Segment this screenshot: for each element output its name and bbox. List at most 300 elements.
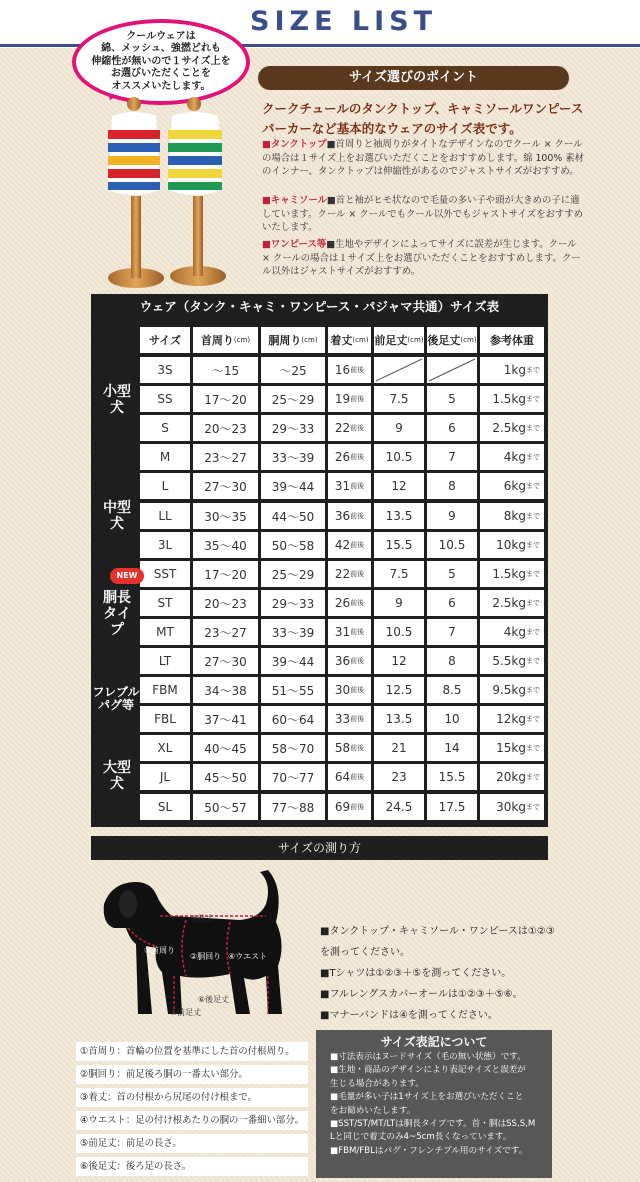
cell-suffix: まで: [526, 715, 540, 723]
cell-value: 2.5kg: [492, 596, 526, 610]
cell-value: 39〜44: [271, 479, 315, 494]
definition-item: ③着丈：首の付根から尻尾の付け根まで。: [76, 1088, 308, 1107]
table-cell-chest: [261, 706, 325, 732]
col-header-label: サイズ: [148, 334, 182, 347]
cell-value: 39〜44: [271, 654, 315, 669]
col-header-neck: [193, 327, 258, 353]
cell-suffix: まで: [526, 744, 540, 752]
table-cell-neck: [193, 357, 258, 383]
table-cell-size: [140, 590, 190, 616]
cell-value: 7.5: [389, 567, 409, 581]
table-cell-size: [140, 415, 190, 441]
table-cell-back: [427, 590, 477, 616]
page-title: SIZE LIST: [250, 6, 438, 37]
table-cell-back: [427, 706, 477, 732]
definition-item: ④ウエスト：足の付け根あたりの胴の一番細い部分。: [76, 1111, 308, 1130]
table-cell-size: [140, 386, 190, 412]
col-header-weight: [480, 327, 544, 353]
cell-value: 70〜77: [271, 770, 315, 785]
speech-bubble: [72, 19, 250, 105]
table-cell-chest: [261, 561, 325, 587]
cell-suffix: まで: [526, 424, 540, 432]
table-cell-front: [374, 706, 424, 732]
cell-value: 10.5: [385, 450, 413, 464]
table-cell-back: [427, 444, 477, 470]
table-cell-front: [374, 561, 424, 587]
cell-suffix: 前後: [350, 570, 365, 578]
cell-value: 33〜39: [271, 450, 315, 465]
table-cell-weight: [480, 764, 544, 790]
cell-value: 14: [444, 741, 460, 755]
table-cell-length: [328, 706, 371, 732]
mannequin-photo: [94, 96, 256, 292]
col-header-back: [427, 327, 477, 353]
table-cell-neck: [193, 473, 258, 499]
table-cell-length: [328, 503, 371, 529]
cell-value: 40〜45: [204, 741, 247, 756]
table-cell-weight: [480, 444, 544, 470]
cell-value: 9.5kg: [492, 683, 526, 697]
cell-value: MT: [156, 625, 174, 639]
col-header-unit: (cm): [233, 336, 251, 344]
cell-value: 13.5: [385, 509, 413, 523]
cell-value: 8.5: [442, 683, 462, 697]
cell-value: 23〜27: [204, 450, 247, 465]
cell-value: FBM: [152, 683, 178, 697]
note-line: ■フルレングスカバーオールは①②③＋⑤⑥。: [320, 989, 523, 1000]
table-cell-back: [427, 561, 477, 587]
cell-value: 31: [334, 625, 351, 639]
cell-value: 25〜29: [271, 567, 315, 582]
cell-suffix: 前後: [350, 512, 365, 520]
group-label-medium: 中型犬: [103, 500, 131, 532]
table-cell-weight: [480, 473, 544, 499]
point-text: ■首周りと袖周りがタイトなデザインなのでクール × クールの場合は１サイズ上をお選びいただくことをおすすめします。綿 100% 素材のインナー、タンクトップは伸縮性があるのでジャストサイズがおすすめ。: [262, 139, 584, 178]
cell-value: 15.5: [385, 538, 413, 552]
table-cell-weight: [480, 386, 544, 412]
table-cell-size: [140, 444, 190, 470]
table-cell-chest: [261, 444, 325, 470]
size-table-title: ウェア（タンク・キャミ・ワンピース・パジャマ共通）サイズ表: [139, 299, 500, 314]
cell-suffix: まで: [526, 512, 540, 520]
group-label-small: 小型犬: [103, 384, 131, 416]
notation-body: ■寸法表示はヌードサイズ（毛の無い状態）です。 ■生地・商品のデザインにより表記サイズと誤差が 生じる場合があります。 ■毛量が多い子は1サイズ上をお選びいただくこと をお勧めいたします。 ■SST/ST/MT/LTは胴長タイプです。首・胴はSS,S,M Lと同じで着丈のみ4~5cm長くなっています。 ■FBM/FBLはパグ・フレンチブル用のサイズです。: [330, 1052, 536, 1156]
cell-value: 34〜38: [204, 683, 247, 698]
cell-value: 8: [448, 654, 456, 668]
table-cell-length: [328, 561, 371, 587]
cell-value: 12: [391, 479, 407, 493]
table-cell-length: [328, 357, 371, 383]
cell-value: 9: [395, 596, 403, 610]
table-cell-length: [328, 735, 371, 761]
table-cell-chest: [261, 386, 325, 412]
cell-value: 12kg: [496, 712, 526, 726]
table-cell-weight: [480, 415, 544, 441]
table-cell-chest: [261, 677, 325, 703]
table-cell-neck: [193, 444, 258, 470]
cell-value: 3L: [157, 538, 173, 552]
cell-value: 7.5: [389, 392, 409, 406]
cell-value: 6: [448, 596, 456, 610]
table-cell-back: [427, 473, 477, 499]
cell-suffix: まで: [526, 570, 540, 578]
cell-value: 27〜30: [204, 479, 247, 494]
table-cell-chest: [261, 735, 325, 761]
table-cell-size: [140, 764, 190, 790]
cell-suffix: 前後: [350, 366, 365, 374]
table-cell-front: [374, 590, 424, 616]
table-cell-length: [328, 648, 371, 674]
table-cell-size: [140, 677, 190, 703]
empty-cell-slash: [427, 357, 477, 383]
group-label-long-body: 胴長タイプ: [103, 590, 131, 638]
cell-value: 2.5kg: [492, 421, 526, 435]
cell-value: 7: [448, 625, 456, 639]
table-cell-length: [328, 532, 371, 558]
cell-value: 51〜55: [271, 683, 315, 698]
cell-suffix: まで: [526, 366, 540, 374]
new-badge: NEW: [110, 568, 144, 584]
dog-label-waist: ④ウエスト: [228, 952, 268, 961]
empty-cell-slash: [374, 357, 424, 383]
cell-value: 22: [334, 567, 351, 581]
definition-item: ②胴回り：前足後ろ胴の一番太い部分。: [76, 1065, 308, 1084]
table-cell-front: [374, 764, 424, 790]
cell-suffix: まで: [526, 395, 540, 403]
cell-suffix: まで: [526, 628, 540, 636]
cell-value: 26: [334, 450, 351, 464]
cell-value: 9: [395, 421, 403, 435]
measure-heading: サイズの測り方: [91, 836, 548, 860]
cell-suffix: 前後: [350, 628, 365, 636]
table-cell-weight: [480, 503, 544, 529]
cell-value: 15.5: [438, 770, 466, 784]
table-cell-size: [140, 473, 190, 499]
table-cell-chest: [261, 415, 325, 441]
cell-value: 27〜30: [204, 654, 247, 669]
col-header-length: [328, 327, 371, 353]
table-cell-weight: [480, 677, 544, 703]
group-label-frenchie: フレブル パグ等: [92, 685, 140, 712]
cell-value: SST: [153, 567, 177, 581]
cell-value: 30〜35: [204, 509, 247, 524]
cell-value: 21: [391, 741, 407, 755]
cell-value: 23〜27: [204, 625, 247, 640]
table-cell-length: [328, 677, 371, 703]
table-cell-chest: [261, 357, 325, 383]
cell-value: 37〜41: [204, 712, 247, 727]
table-cell-chest: [261, 619, 325, 645]
cell-value: 12.5: [385, 683, 413, 697]
cell-value: LT: [158, 654, 172, 668]
cell-value: 15kg: [496, 741, 526, 755]
cell-suffix: 前後: [350, 803, 365, 811]
table-cell-weight: [480, 735, 544, 761]
points-heading: サイズ選びのポイント: [258, 66, 569, 90]
cell-value: 13.5: [385, 712, 413, 726]
dog-label-neck: ①首周り: [144, 946, 176, 955]
cell-suffix: 前後: [350, 599, 365, 607]
table-cell-front: [374, 415, 424, 441]
cell-suffix: まで: [526, 773, 540, 781]
col-header-label: 前足丈: [374, 334, 408, 347]
cell-value: 45〜50: [204, 770, 247, 785]
cell-value: 1.5kg: [492, 392, 526, 406]
table-cell-length: [328, 444, 371, 470]
table-cell-neck: [193, 677, 258, 703]
cell-value: 17〜20: [204, 567, 247, 582]
cell-suffix: 前後: [350, 453, 365, 461]
cell-value: 64: [334, 770, 351, 784]
table-cell-front: [374, 444, 424, 470]
cell-value: FBL: [154, 712, 176, 726]
col-header-label: 首周り: [200, 334, 234, 347]
table-cell-length: [328, 386, 371, 412]
cell-value: 26: [334, 596, 351, 610]
group-label-large: 大型犬: [103, 760, 131, 792]
cell-value: S: [161, 421, 169, 435]
point-tanktop: [262, 138, 584, 179]
dog-silhouette: [90, 864, 310, 1030]
cell-suffix: 前後: [350, 773, 365, 781]
cell-value: 35〜40: [204, 538, 247, 553]
table-cell-neck: [193, 503, 258, 529]
col-header-size: [140, 327, 190, 353]
table-cell-neck: [193, 415, 258, 441]
cell-value: 58: [334, 741, 351, 755]
cell-suffix: 前後: [350, 686, 365, 694]
cell-value: 10.5: [438, 538, 466, 552]
col-header-chest: [261, 327, 325, 353]
cell-value: 6kg: [503, 479, 526, 493]
table-cell-neck: [193, 648, 258, 674]
cell-value: 20kg: [496, 770, 526, 784]
table-cell-front: [374, 648, 424, 674]
cell-suffix: まで: [526, 686, 540, 694]
table-cell-neck: [193, 735, 258, 761]
table-cell-neck: [193, 532, 258, 558]
table-cell-front: [374, 794, 424, 820]
speech-bubble-text: クールウェアは 綿、メッシュ、強撚どれも 伸縮性が無いので１サイズ上を お選びいただくことを オススメいたします。: [91, 30, 231, 92]
cell-value: 33: [334, 712, 351, 726]
cell-value: 5.5kg: [492, 654, 526, 668]
point-onepiece: [262, 238, 584, 279]
table-cell-back: [427, 503, 477, 529]
col-header-label: 参考体重: [490, 334, 534, 347]
cell-value: 30kg: [496, 800, 526, 814]
table-cell-back: [427, 386, 477, 412]
point-text: ■生地やデザインによってサイズに誤差が生じます。クール × クールの場合は１サイズ上をお選びいただくことをおすすめします。クール以外はジャストサイズがおすすめ。: [262, 239, 581, 278]
cell-value: 1kg: [503, 363, 526, 377]
cell-value: 10.5: [385, 625, 413, 639]
cell-value: 1.5kg: [492, 567, 526, 581]
col-header-unit: (cm): [301, 336, 318, 344]
cell-value: 77〜88: [271, 800, 315, 815]
cell-value: 5: [448, 392, 456, 406]
table-cell-back: [427, 677, 477, 703]
table-cell-neck: [193, 619, 258, 645]
table-cell-chest: [261, 590, 325, 616]
table-cell-back: [427, 619, 477, 645]
point-label: ■ワンピース等: [262, 239, 327, 250]
table-cell-back: [427, 357, 477, 383]
table-cell-size: [140, 648, 190, 674]
cell-suffix: 前後: [350, 424, 365, 432]
note-line: ■マナーバンドは④を測ってください。: [320, 1010, 498, 1021]
table-cell-size: [140, 735, 190, 761]
cell-value: 50〜58: [271, 538, 315, 553]
cell-value: 50〜57: [204, 800, 247, 815]
cell-value: 29〜33: [271, 596, 315, 611]
table-cell-length: [328, 473, 371, 499]
cell-suffix: まで: [526, 541, 540, 549]
cell-value: 7: [448, 450, 456, 464]
table-cell-front: [374, 357, 424, 383]
cell-value: 20〜23: [204, 596, 247, 611]
cell-value: 24.5: [385, 800, 413, 814]
table-cell-neck: [193, 561, 258, 587]
cell-value: 44〜50: [271, 509, 315, 524]
cell-value: L: [161, 479, 169, 493]
cell-value: 31: [334, 479, 351, 493]
table-cell-front: [374, 735, 424, 761]
cell-value: 10kg: [496, 538, 526, 552]
cell-value: 25〜29: [271, 392, 315, 407]
table-cell-chest: [261, 473, 325, 499]
table-cell-size: [140, 357, 190, 383]
note-line: ■Tシャツは①②③＋⑤を測ってください。: [320, 968, 512, 979]
cell-suffix: まで: [526, 657, 540, 665]
table-cell-length: [328, 764, 371, 790]
table-cell-chest: [261, 503, 325, 529]
table-cell-chest: [261, 794, 325, 820]
cell-value: 20〜23: [204, 421, 247, 436]
note-line: ■タンクトップ・キャミソール・ワンピースは①②③: [320, 926, 555, 937]
cell-suffix: 前後: [350, 482, 365, 490]
cell-value: SS: [157, 392, 173, 406]
cell-value: JL: [159, 770, 171, 784]
cell-suffix: 前後: [350, 657, 365, 665]
cell-value: 22: [334, 421, 351, 435]
cell-value: LL: [158, 509, 172, 523]
dog-label-front-leg: ⑤前足丈: [170, 1008, 202, 1017]
cell-value: 36: [334, 654, 351, 668]
table-cell-back: [427, 532, 477, 558]
dog-label-length: ③着丈: [190, 914, 214, 923]
table-cell-neck: [193, 794, 258, 820]
table-cell-back: [427, 794, 477, 820]
col-header-unit: (cm): [407, 336, 424, 344]
table-cell-weight: [480, 794, 544, 820]
col-header-label: 胴周り: [268, 334, 302, 347]
table-cell-size: [140, 561, 190, 587]
table-cell-back: [427, 735, 477, 761]
cell-suffix: まで: [526, 599, 540, 607]
table-cell-front: [374, 677, 424, 703]
table-cell-front: [374, 473, 424, 499]
table-cell-size: [140, 503, 190, 529]
cell-value: ST: [157, 596, 173, 610]
cell-value: 4kg: [503, 450, 526, 464]
dog-label-chest: ②胴回り: [190, 952, 222, 961]
cell-value: 〜15: [211, 363, 240, 378]
points-lead: クークチュールのタンクトップ、キャミソールワンピース パーカーなど基本的なウェアのサイズ表です。: [262, 101, 584, 136]
point-label: ■キャミソール: [262, 195, 327, 206]
table-cell-back: [427, 764, 477, 790]
definition-item: ⑤前足丈：前足の長さ。: [76, 1134, 308, 1153]
table-cell-back: [427, 648, 477, 674]
cell-value: XL: [157, 741, 173, 755]
table-cell-weight: [480, 706, 544, 732]
cell-value: 10: [444, 712, 460, 726]
table-cell-front: [374, 503, 424, 529]
cell-suffix: 前後: [350, 395, 365, 403]
point-label: ■タンクトップ: [262, 139, 327, 150]
col-header-unit: (cm): [460, 336, 477, 344]
cell-value: 60〜64: [271, 712, 315, 727]
table-cell-length: [328, 619, 371, 645]
cell-suffix: まで: [526, 482, 540, 490]
table-cell-back: [427, 415, 477, 441]
cell-suffix: 前後: [350, 541, 365, 549]
table-cell-neck: [193, 764, 258, 790]
col-header-label: 後足丈: [427, 334, 461, 347]
table-cell-size: [140, 794, 190, 820]
cell-value: M: [159, 450, 171, 464]
cell-value: 4kg: [503, 625, 526, 639]
point-camisole: [262, 194, 584, 235]
cell-value: 8: [448, 479, 456, 493]
dog-label-back-leg: ⑥後足丈: [198, 995, 230, 1004]
cell-suffix: まで: [526, 803, 540, 811]
table-cell-size: [140, 706, 190, 732]
cell-value: 16: [334, 363, 351, 377]
table-cell-weight: [480, 590, 544, 616]
table-cell-front: [374, 386, 424, 412]
table-cell-size: [140, 532, 190, 558]
cell-value: 17.5: [438, 800, 466, 814]
table-cell-weight: [480, 648, 544, 674]
table-cell-weight: [480, 561, 544, 587]
col-header-unit: (cm): [352, 336, 369, 344]
table-cell-size: [140, 619, 190, 645]
cell-value: SL: [157, 800, 173, 814]
cell-value: 58〜70: [271, 741, 315, 756]
notation-title: サイズ表記について: [380, 1035, 488, 1049]
table-cell-weight: [480, 357, 544, 383]
definition-item: ⑥後足丈：後ろ足の長さ。: [76, 1157, 308, 1176]
cell-value: 36: [334, 509, 351, 523]
cell-value: 69: [334, 800, 351, 814]
cell-value: 5: [448, 567, 456, 581]
cell-value: 33〜39: [271, 625, 315, 640]
table-cell-chest: [261, 648, 325, 674]
table-cell-length: [328, 794, 371, 820]
cell-suffix: まで: [526, 453, 540, 461]
table-cell-weight: [480, 619, 544, 645]
table-cell-length: [328, 415, 371, 441]
cell-value: 9: [448, 509, 456, 523]
table-cell-chest: [261, 532, 325, 558]
cell-suffix: 前後: [350, 715, 365, 723]
table-cell-neck: [193, 590, 258, 616]
note-line: を測ってください。: [320, 947, 410, 958]
table-cell-chest: [261, 764, 325, 790]
table-cell-front: [374, 619, 424, 645]
cell-value: 12: [391, 654, 407, 668]
cell-value: 17〜20: [204, 392, 247, 407]
cell-value: 30: [334, 683, 351, 697]
